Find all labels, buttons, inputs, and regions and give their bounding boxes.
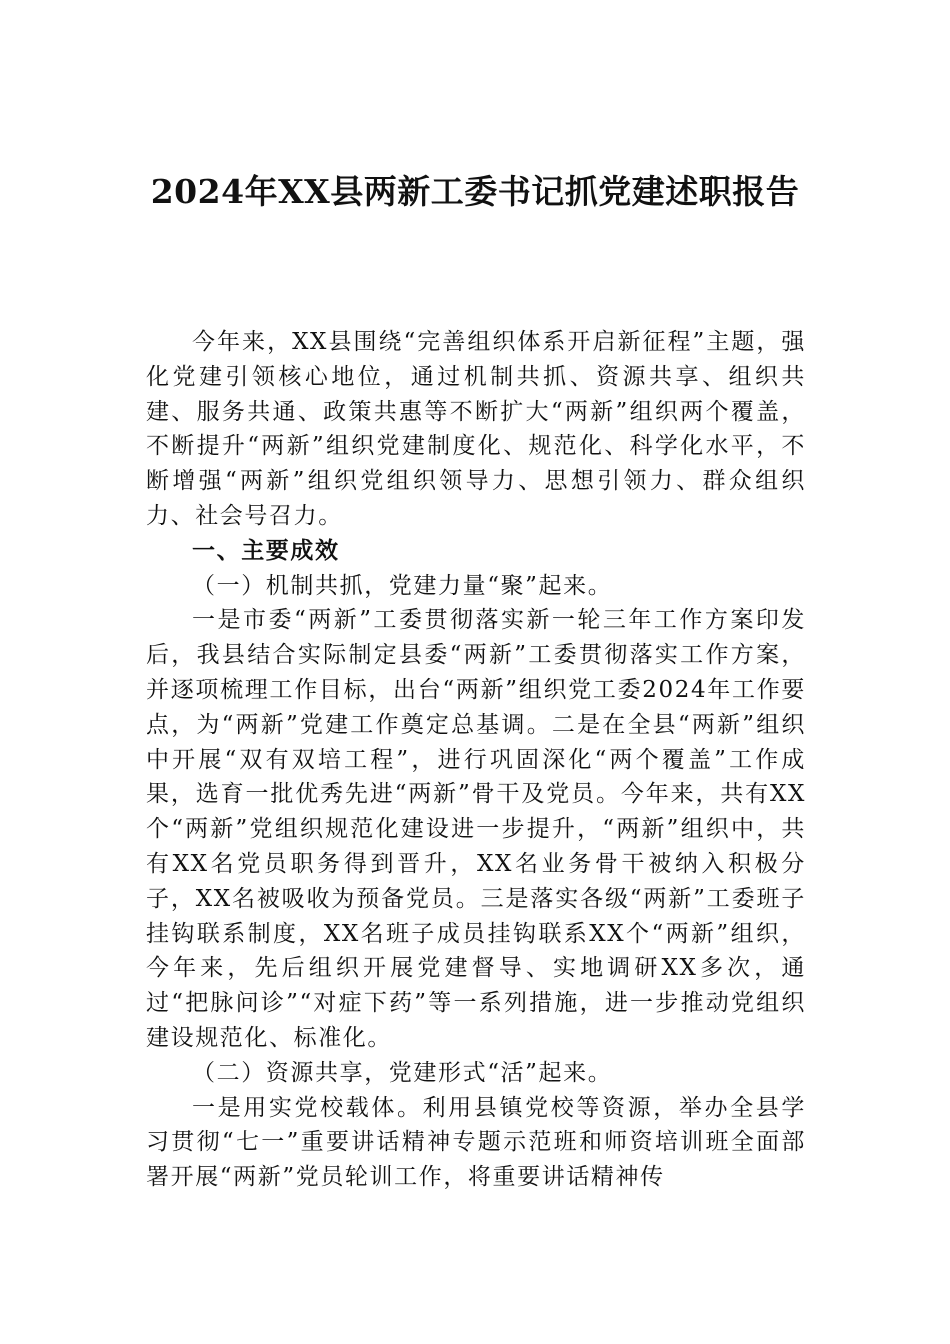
- document-title: 2024年XX县两新工委书记抓党建述职报告: [150, 172, 800, 211]
- intro-paragraph: 今年来，XX县围绕“完善组织体系开启新征程”主题，强化党建引领核心地位，通过机制共抓、资源共享、组织共建、服务共通、政策共惠等不断扩大“两新”组织两个覆盖，不断提升“两新”组织党建制度化、规范化、科学化水平，不断增强“两新”组织党组织领导力、思想引领力、群众组织力、社会号召力。: [146, 329, 806, 529]
- subsection-heading-mechanism: （一）机制共抓，党建力量“聚”起来。: [192, 572, 613, 599]
- document-body: [146, 325, 806, 1195]
- subsection-paragraph-resources: 一是用实党校载体。利用县镇党校等资源，举办全县学习贯彻“七一”重要讲话精神专题示范班和师资培训班全面部署开展“两新”党员轮训工作，将重要讲话精神传: [146, 1094, 806, 1191]
- section-heading-main-achievements: 一、主要成效: [192, 537, 340, 564]
- subsection-paragraph-mechanism: 一是市委“两新”工委贯彻落实新一轮三年工作方案印发后，我县结合实际制定县委“两新”工委贯彻落实工作方案，并逐项梳理工作目标，出台“两新”组织党工委2024年工作要点，为“两新”党建工作奠定总基调。二是在全县“两新”组织中开展“双有双培工程”，进行巩固深化“两个覆盖”工作成果，选育一批优秀先进“两新”骨干及党员。今年来，共有XX个“两新”党组织规范化建设进一步提升，“两新”组织中，共有XX名党员职务得到晋升，XX名业务骨干被纳入积极分子，XX名被吸收为预备党员。三是落实各级“两新”工委班子挂钩联系制度，XX名班子成员挂钩联系XX个“两新”组织，今年来，先后组织开展党建督导、实地调研XX多次，通过“把脉问诊”“对症下药”等一系列措施，进一步推动党组织建设规范化、标准化。: [146, 607, 806, 1051]
- subsection-heading-resources: （二）资源共享，党建形式“活”起来。: [192, 1059, 613, 1086]
